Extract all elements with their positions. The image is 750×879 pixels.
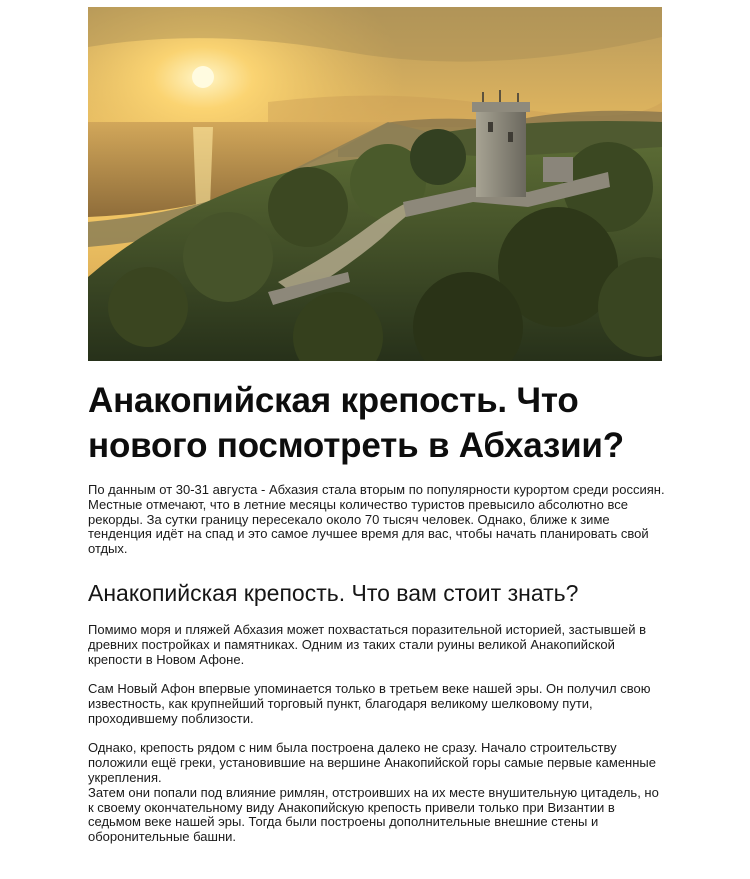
hero-image [88, 7, 662, 361]
article-title: Анакопийская крепость. Что нового посмотреть в Абхазии? [88, 381, 624, 465]
intro-paragraph-1: По данным от 30-31 августа - Абхазия стала вторым по популярности курортом среди россиян. [88, 482, 665, 497]
article [88, 378, 668, 845]
section-paragraph-3: Однако, крепость рядом с ним была построена далеко не сразу. Начало строительству положили ещё греки, установившие на вершине Анакопийской горы самые первые каменные укрепления. [88, 740, 656, 785]
section-heading: Анакопийская крепость. Что вам стоит знать? [88, 579, 579, 606]
section-paragraph-2: Сам Новый Афон впервые упоминается только в третьем веке нашей эры. Он получил свою известность, как крупнейший торговый пункт, благодаря великому шелковому пути, проходившему поблизости. [88, 681, 651, 726]
section-paragraph-1: Помимо моря и пляжей Абхазия может похвастаться поразительной историей, застывшей в древних постройках и памятниках. Одним из таких стали руины великой Анакопийской крепости в Новом Афоне. [88, 621, 647, 667]
section-paragraph-4: Затем они попали под влияние римлян, отстроивших на их месте внушительную цитадель, но к своему окончательному виду Анакопийскую крепость привели только при Византии в седьмом веке нашей эры. Тогда были построены дополнительные внешние стены и оборонительные башни. [88, 784, 659, 845]
fortress-sunset-photo-icon [88, 7, 662, 361]
intro-paragraph-2: Местные отмечают, что в летние месяцы количество туристов превысило абсолютно все рекорды. За сутки границу пересекало около 70 тысяч человек. Однако, ближе к зиме тенденция идёт на спад и это самое лучшее время для вас, чтобы начать планировать свой отдых. [88, 496, 649, 557]
